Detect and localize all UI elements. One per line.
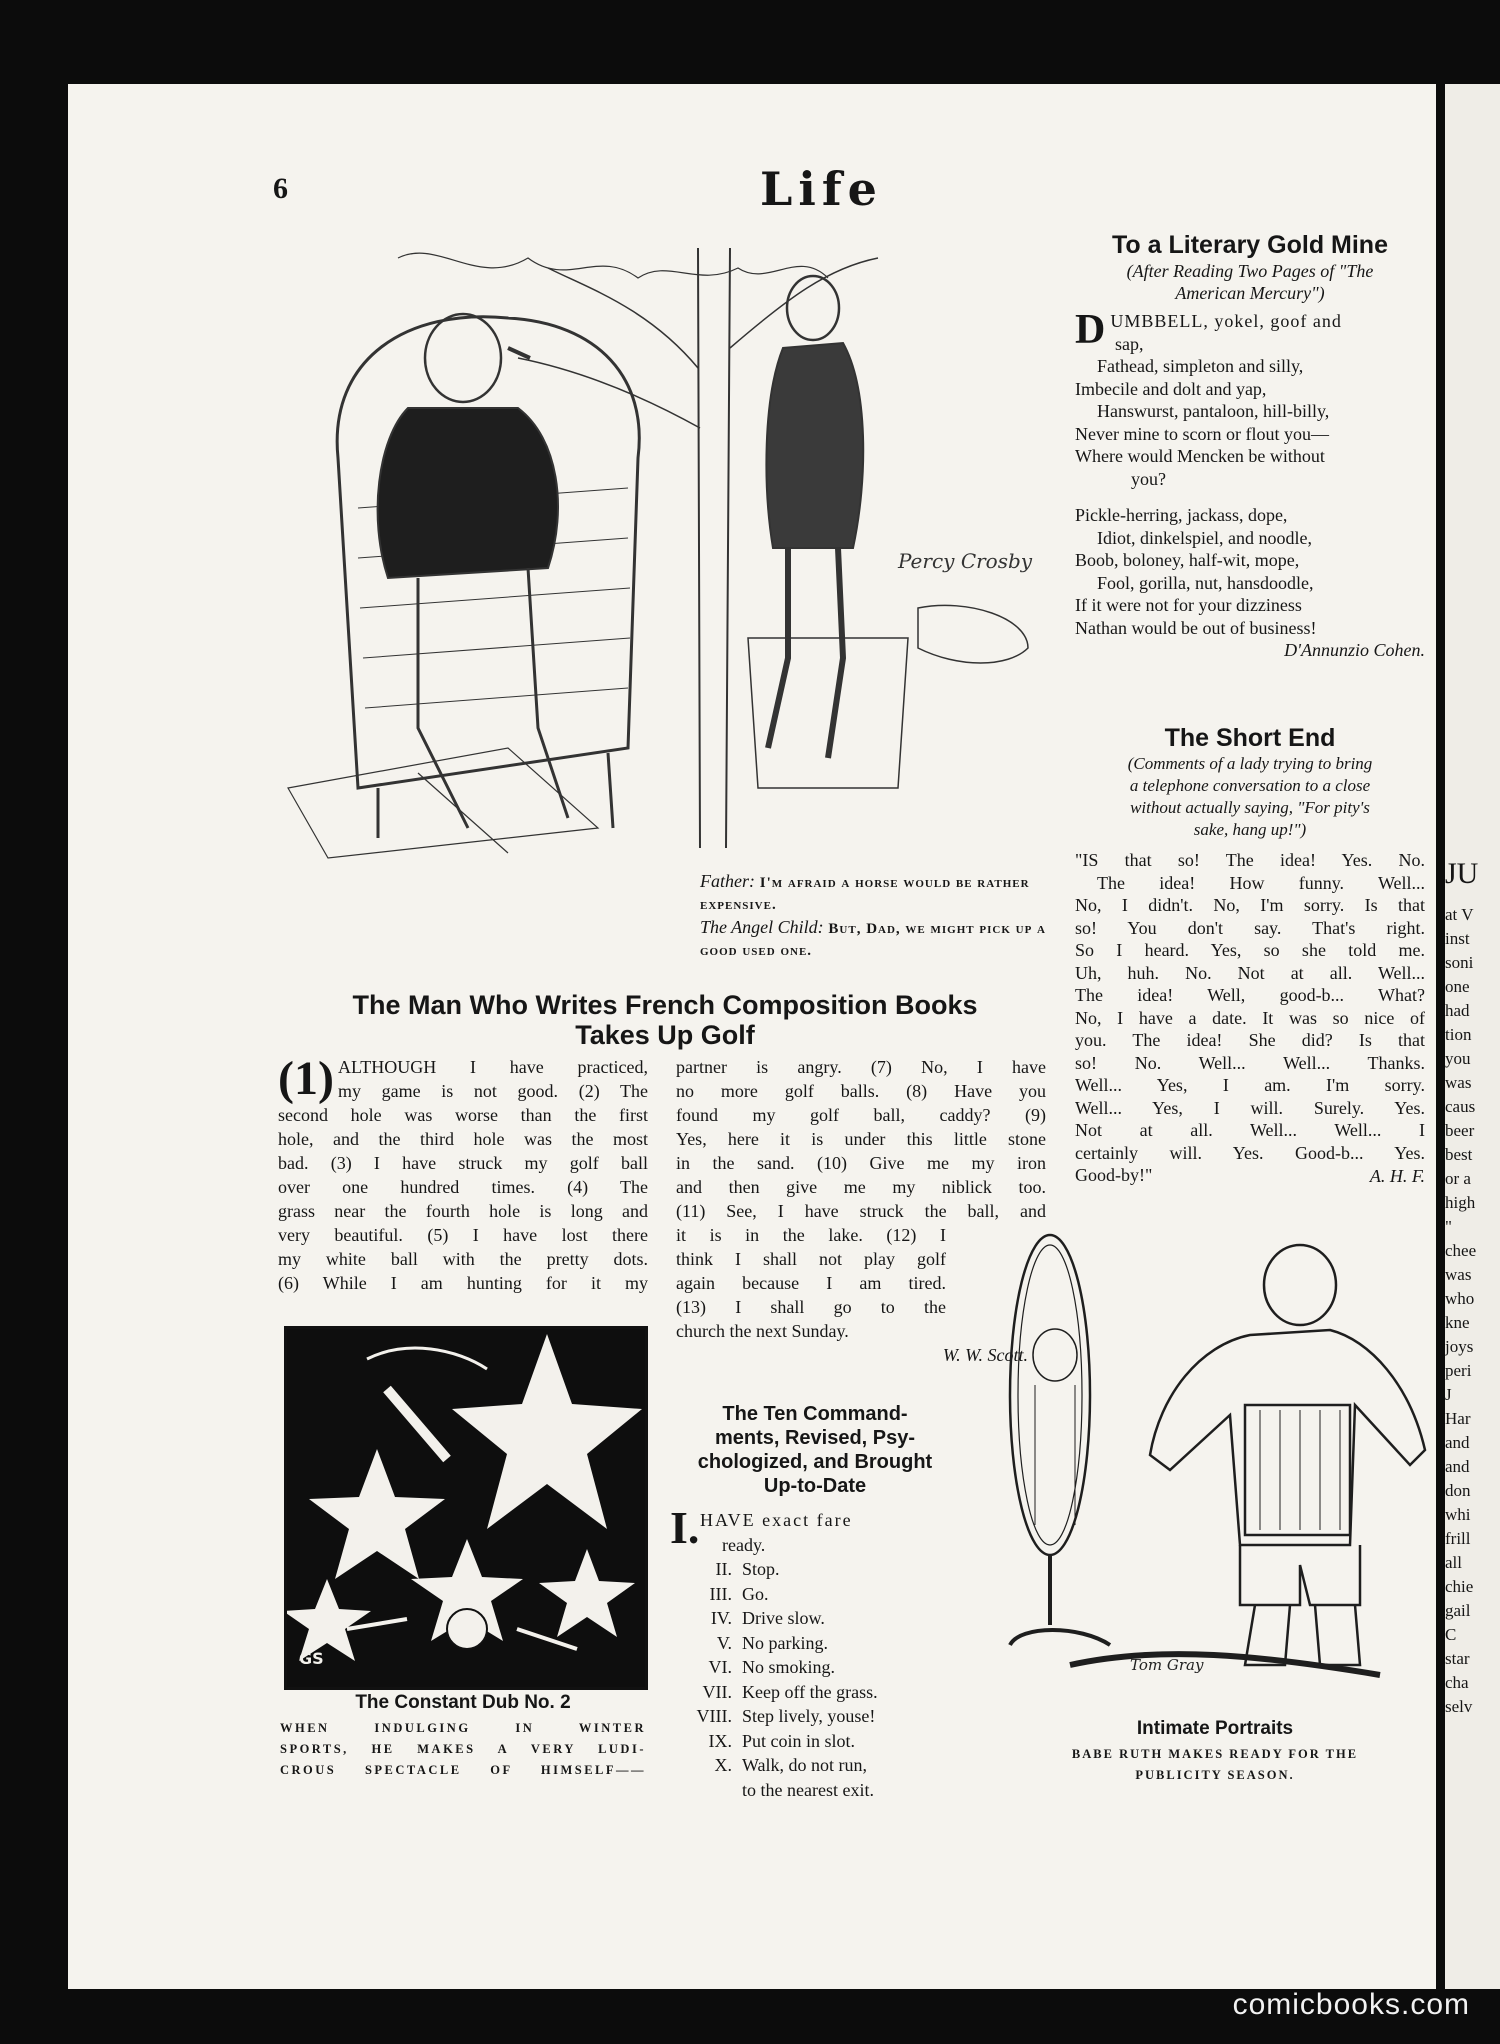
golf-line: my game is not good. (2) The	[337, 1081, 648, 1101]
gold-mine-signature: D'Annunzio Cohen.	[1284, 640, 1425, 660]
golf-line: second hole was worse than the first	[278, 1105, 648, 1125]
portrait-signature: Tom Gray	[1130, 1656, 1204, 1674]
golf-line: over one hundred times. (4) The	[278, 1177, 648, 1197]
gold-mine-stanza-1	[1075, 307, 1425, 490]
adjacent-page-text-fragment: had	[1445, 1001, 1470, 1020]
commandment-item: X. Walk, do not run,	[714, 1755, 868, 1775]
babe-ruth-drawing	[1000, 1225, 1430, 1685]
poem-line: Pickle-herring, jackass, dope,	[1075, 505, 1288, 525]
text-line: So I heard. Yes, so she told me.	[1075, 940, 1425, 960]
golf-title-line-1: The Man Who Writes French Composition Books	[352, 990, 978, 1020]
golf-line: again because I am tired.	[676, 1273, 946, 1293]
adjacent-page-text-fragment: was	[1445, 1265, 1472, 1284]
adjacent-page-text-fragment: and	[1445, 1457, 1470, 1476]
caption-line: PUBLICITY SEASON.	[1135, 1768, 1295, 1782]
golf-line: (13) I shall go to the	[676, 1297, 946, 1317]
text-line: Uh, huh. No. Not at all. Well...	[1075, 962, 1425, 983]
golf-line: my white ball with the pretty dots.	[278, 1249, 648, 1269]
adjacent-page-text-fragment: and	[1445, 1433, 1470, 1452]
adjacent-page-text-fragment: kne	[1445, 1313, 1470, 1332]
adjacent-page-text-fragment: don	[1445, 1481, 1471, 1500]
text-line: No, I didn't. No, I'm sorry. Is that	[1075, 895, 1425, 915]
text-line: so! No. Well... Well... Thanks.	[1075, 1052, 1425, 1073]
golf-line: think I shall not play golf	[676, 1249, 946, 1269]
text-line: Not at all. Well... Well... I	[1075, 1120, 1425, 1140]
adjacent-page-text-fragment: soni	[1445, 953, 1474, 972]
gold-mine-poem	[1075, 230, 1425, 662]
golf-line: bad. (3) I have struck my golf ball	[278, 1153, 648, 1173]
commandment-item: II. Stop.	[715, 1559, 780, 1579]
adjacent-page-text-fragment: or a	[1445, 1169, 1471, 1188]
text-line: so! You don't say. That's right.	[1075, 917, 1425, 938]
golf-line: (11) See, I have struck the ball, and	[676, 1201, 1046, 1221]
poem-line: Fathead, simpleton and silly,	[1097, 356, 1304, 376]
short-end-title: The Short End	[1164, 724, 1336, 752]
gold-mine-subtitle: (After Reading Two Pages of "The American Mercury")	[1126, 261, 1374, 303]
cartoonist-monogram: GS	[299, 1649, 324, 1668]
golf-line: and then give me my niblick too.	[676, 1177, 1046, 1197]
golf-article-title	[275, 990, 1055, 1050]
golf-column-1	[278, 1052, 648, 1295]
adjacent-page-text-fragment: you	[1445, 1049, 1471, 1068]
adjacent-page-text-fragment: whi	[1445, 1505, 1471, 1524]
golf-line: no more golf balls. (8) Have you	[676, 1081, 1046, 1101]
portrait-title: Intimate Portraits	[1136, 1718, 1294, 1739]
poem-line: Where would Mencken be without	[1075, 446, 1325, 466]
caption-line: WHEN INDULGING IN WINTER	[280, 1721, 646, 1735]
commandment-item: to the nearest exit.	[742, 1779, 874, 1800]
caption-line-1: Father: I'm afraid a horse would be rather expensive.	[700, 871, 1030, 913]
adjacent-page-text-fragment: caus	[1445, 1097, 1476, 1116]
text-line: Well... Yes, I will. Surely. Yes.	[1075, 1097, 1425, 1118]
commandment-item: VI. No smoking.	[708, 1657, 836, 1677]
golf-line: (6) While I am hunting for it my	[278, 1273, 648, 1293]
portrait-caption-text	[1025, 1744, 1405, 1786]
poem-line: Nathan would be out of business!	[1075, 617, 1317, 638]
golf-dropcap: (1)	[278, 1052, 334, 1105]
cartoon-signature: Percy Crosby	[898, 549, 1033, 573]
golf-line: hole, and the third hole was the most	[278, 1129, 648, 1149]
golf-column-2	[676, 1055, 1046, 1367]
adjacent-page-text-fragment: cha	[1445, 1673, 1469, 1692]
adjacent-page-text-fragment: peri	[1445, 1361, 1472, 1380]
cartoon-drawing	[268, 228, 1058, 868]
short-end-signature: A. H. F.	[1369, 1165, 1425, 1186]
cartoon-father-and-child	[268, 228, 1058, 868]
text-line: Well... Yes, I am. I'm sorry.	[1075, 1075, 1425, 1095]
golf-line: in the sand. (10) Give me my iron	[676, 1153, 1046, 1173]
adjacent-page-text-fragment: tion	[1445, 1025, 1472, 1044]
constant-dub-cartoon	[284, 1326, 648, 1690]
adjacent-page-text-fragment: who	[1445, 1289, 1475, 1308]
adjacent-page-text-fragment: "	[1445, 1217, 1452, 1236]
commandment-item: IV. Drive slow.	[710, 1608, 825, 1628]
poem-line: Hanswurst, pantaloon, hill-billy,	[1097, 401, 1330, 421]
cartoon-caption	[700, 870, 1050, 962]
adjacent-page-text-fragment: at V	[1445, 905, 1474, 924]
commandments-title-line: Up-to-Date	[763, 1475, 867, 1497]
adjacent-page-text-fragment: high	[1445, 1193, 1476, 1212]
adjacent-page-text-fragment: best	[1445, 1145, 1473, 1164]
text-line: certainly will. Yes. Good-b... Yes.	[1075, 1142, 1425, 1163]
commandment-item: VIII. Step lively, youse!	[696, 1706, 876, 1726]
adjacent-page-text-fragment: selv	[1445, 1697, 1473, 1716]
poem-line-text: UMBBELL, yokel, goof and	[1110, 311, 1342, 331]
adjacent-page-text-fragment: JU	[1445, 857, 1479, 890]
constant-dub-caption	[280, 1692, 646, 1781]
text-line: The idea! How funny. Well...	[1097, 872, 1425, 893]
adjacent-page-text-fragment: all	[1445, 1553, 1462, 1572]
golf-line: partner is angry. (7) No, I have	[676, 1057, 1046, 1077]
subtitle-line: a telephone conversation to a close	[1129, 776, 1371, 795]
constant-dub-title: The Constant Dub No. 2	[355, 1692, 571, 1713]
commandment-item: III. Go.	[709, 1583, 769, 1604]
gold-mine-dropcap: D	[1075, 307, 1107, 353]
commandment-item: VII. Keep off the grass.	[702, 1681, 878, 1702]
caption-line-2: The Angel Child: But, Dad, we might pick up a good used one.	[700, 917, 1046, 959]
text-line: "IS that so! The idea! Yes. No.	[1075, 850, 1425, 870]
subtitle-line: without actually saying, "For pity's	[1130, 798, 1370, 817]
babe-ruth-cartoon	[1000, 1225, 1430, 1685]
golf-line: Yes, here it is under this little stone	[676, 1129, 1046, 1149]
adjacent-page-text-fragment: Har	[1445, 1409, 1471, 1428]
adjacent-page-text-fragment: chie	[1445, 1577, 1474, 1596]
golf-signature: W. W. Scott.	[942, 1345, 1028, 1365]
adjacent-page-text-fragment: chee	[1445, 1241, 1477, 1260]
constant-dub-caption-text	[280, 1718, 646, 1781]
golf-title-line-2: Takes Up Golf	[575, 1020, 755, 1050]
adjacent-page-text-fragment: J	[1445, 1385, 1452, 1404]
adjacent-page-text-fragment: inst	[1445, 929, 1470, 948]
poem-line: you?	[1131, 468, 1166, 489]
text-line: The idea! Well, good-b... What?	[1075, 985, 1425, 1005]
commandments-title-line: chologized, and Brought	[697, 1451, 933, 1473]
constant-dub-drawing	[287, 1329, 645, 1687]
poem-line: sap,	[1115, 333, 1144, 354]
caption-line: CROUS SPECTACLE OF HIMSELF——	[280, 1763, 646, 1777]
subtitle-line: (Comments of a lady trying to bring	[1127, 754, 1373, 773]
subtitle-line: sake, hang up!")	[1193, 820, 1307, 839]
ten-commandments	[670, 1402, 970, 1802]
adjacent-page-edge	[1445, 84, 1500, 1989]
text-line: Good-by!"	[1075, 1165, 1153, 1185]
gold-mine-stanza-2	[1075, 504, 1425, 639]
poem-line: Never mine to scorn or flout you—	[1075, 423, 1329, 444]
commandments-title-line: The Ten Command-	[722, 1403, 908, 1425]
text-line: No, I have a date. It was so nice of	[1075, 1007, 1425, 1028]
golf-line: church the next Sunday.	[676, 1321, 849, 1341]
portrait-caption	[1025, 1718, 1405, 1786]
golf-line: found my golf ball, caddy? (9)	[676, 1105, 1046, 1125]
gold-mine-title: To a Literary Gold Mine	[1112, 231, 1388, 259]
adjacent-page-text-fragment: one	[1445, 977, 1470, 996]
adjacent-page-text-fragment: beer	[1445, 1121, 1475, 1140]
poem-line: Fool, gorilla, nut, hansdoodle,	[1097, 572, 1314, 593]
commandment-item-1: I. HAVE exact fare ready.	[670, 1502, 853, 1555]
poem-line: Imbecile and dolt and yap,	[1075, 378, 1267, 399]
short-end-article	[1075, 723, 1425, 1187]
adjacent-page-text-fragment: frill	[1445, 1529, 1471, 1548]
poem-line: Idiot, dinkelspiel, and noodle,	[1097, 527, 1312, 548]
caption-line: BABE RUTH MAKES READY FOR THE	[1071, 1747, 1359, 1761]
poem-line: If it were not for your dizziness	[1075, 595, 1302, 615]
commandments-title-line: ments, Revised, Psy-	[714, 1427, 916, 1449]
poem-line: Boob, boloney, half-wit, mope,	[1075, 550, 1300, 570]
golf-line: ALTHOUGH I have practiced,	[337, 1057, 648, 1077]
golf-line: very beautiful. (5) I have lost there	[278, 1225, 648, 1245]
masthead: Life	[760, 162, 883, 216]
watermark: comicbooks.com	[1232, 1988, 1470, 2021]
commandment-item: IX. Put coin in slot.	[708, 1730, 856, 1751]
adjacent-page-text-fragment: joys	[1445, 1337, 1474, 1356]
caption-line: SPORTS, HE MAKES A VERY LUDI-	[280, 1742, 646, 1756]
adjacent-page-text-fragment: gail	[1445, 1601, 1471, 1620]
adjacent-page-text-fragment: C	[1445, 1625, 1457, 1644]
adjacent-page-text-fragment: was	[1445, 1073, 1472, 1092]
golf-line: grass near the fourth hole is long and	[278, 1201, 648, 1221]
adjacent-page-text-fragment: star	[1445, 1649, 1470, 1668]
commandment-item: V. No parking.	[716, 1632, 828, 1653]
page-number: 6	[273, 172, 288, 205]
short-end-subtitle	[1075, 753, 1425, 841]
golf-line: it is in the lake. (12) I	[676, 1225, 946, 1245]
text-line: you. The idea! She did? Is that	[1075, 1030, 1425, 1050]
short-end-text	[1075, 849, 1425, 1187]
